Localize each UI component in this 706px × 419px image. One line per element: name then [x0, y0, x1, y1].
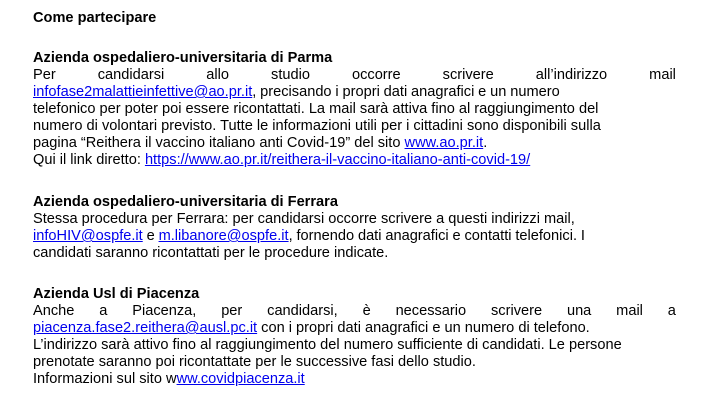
word: candidarsi: [97, 67, 165, 83]
piacenza-line-3: L’indirizzo sarà attivo fino al raggiungimento del numero sufficiente di candidati. Le persone: [33, 337, 622, 353]
piacenza-heading: Azienda Usl di Piacenza: [33, 286, 200, 302]
word: Per: [33, 67, 56, 83]
section-title: Come partecipare: [33, 10, 157, 26]
piacenza-line-4: prenotate saranno poi ricontattate per le successive fasi dello studio.: [33, 354, 476, 370]
ferrara-line-2: [33, 228, 676, 245]
piacenza-line-2: [33, 320, 590, 337]
parma-line-3: telefonico per poter poi essere ricontattati. La mail sarà attiva fino al raggiungimento del: [33, 101, 599, 117]
word: all’indirizzo: [535, 67, 608, 83]
word: mail: [649, 67, 676, 83]
word: candidarsi,: [267, 303, 338, 319]
parma-line-5-text: pagina “Reithera il vaccino italiano anti Covid-19” del sito: [33, 135, 405, 151]
parma-email-link[interactable]: infofase2malattieinfettive@ao.pr.it: [33, 84, 253, 100]
ferrara-line-2-text: , fornendo dati anagrafici e contatti telefonici. I: [288, 228, 585, 244]
piacenza-line-2-text: con i propri dati anagrafici e un numero di telefono.: [257, 320, 590, 336]
parma-site-link[interactable]: www.ao.pr.it: [404, 135, 484, 151]
word: scrivere: [442, 67, 494, 83]
word: Anche: [33, 303, 75, 319]
word: a: [99, 303, 108, 319]
word: è: [362, 303, 371, 319]
parma-line-5: [33, 135, 487, 152]
word: a: [667, 303, 676, 319]
piacenza-line-1: [33, 303, 676, 320]
ferrara-heading: Azienda ospedaliero-universitaria di Ferrara: [33, 194, 338, 210]
ferrara-line-3: candidati saranno ricontattati per le procedure indicate.: [33, 245, 389, 261]
ferrara-email-link-1[interactable]: infoHIV@ospfe.it: [33, 228, 143, 244]
word: per: [221, 303, 243, 319]
piacenza-site-link[interactable]: ww.covidpiacenza.it: [176, 371, 305, 387]
word: scrivere: [491, 303, 543, 319]
parma-line-6-text: Qui il link diretto:: [33, 152, 145, 168]
parma-line-6: [33, 152, 530, 169]
piacenza-email-link[interactable]: piacenza.fase2.reithera@ausl.pc.it: [33, 320, 258, 336]
ferrara-line-1: Stessa procedura per Ferrara: per candidarsi occorre scrivere a questi indirizzi mail,: [33, 211, 575, 227]
piacenza-line-5: [33, 371, 305, 388]
word: occorre: [351, 67, 401, 83]
parma-line-2: [33, 84, 676, 101]
parma-line-2-text: , precisando i propri dati anagrafici e un numero: [252, 84, 560, 100]
ferrara-email-link-2[interactable]: m.libanore@ospfe.it: [158, 228, 289, 244]
word: una: [566, 303, 592, 319]
parma-direct-link[interactable]: https://www.ao.pr.it/reithera-il-vaccino-italiano-anti-covid-19/: [144, 152, 531, 168]
parma-line-5-end: .: [483, 135, 488, 151]
piacenza-line-5-text: Informazioni sul sito w: [33, 371, 177, 387]
word: studio: [271, 67, 310, 83]
word: necessario: [395, 303, 467, 319]
word: Piacenza,: [132, 303, 197, 319]
parma-line-1: [33, 67, 676, 84]
parma-heading: Azienda ospedaliero-universitaria di Parma: [33, 50, 333, 66]
ferrara-and-text: e: [142, 228, 159, 244]
parma-line-4: numero di volontari previsto. Tutte le informazioni utili per i cittadini sono disponibili sulla: [33, 118, 601, 134]
word: mail: [616, 303, 643, 319]
word: allo: [206, 67, 229, 83]
